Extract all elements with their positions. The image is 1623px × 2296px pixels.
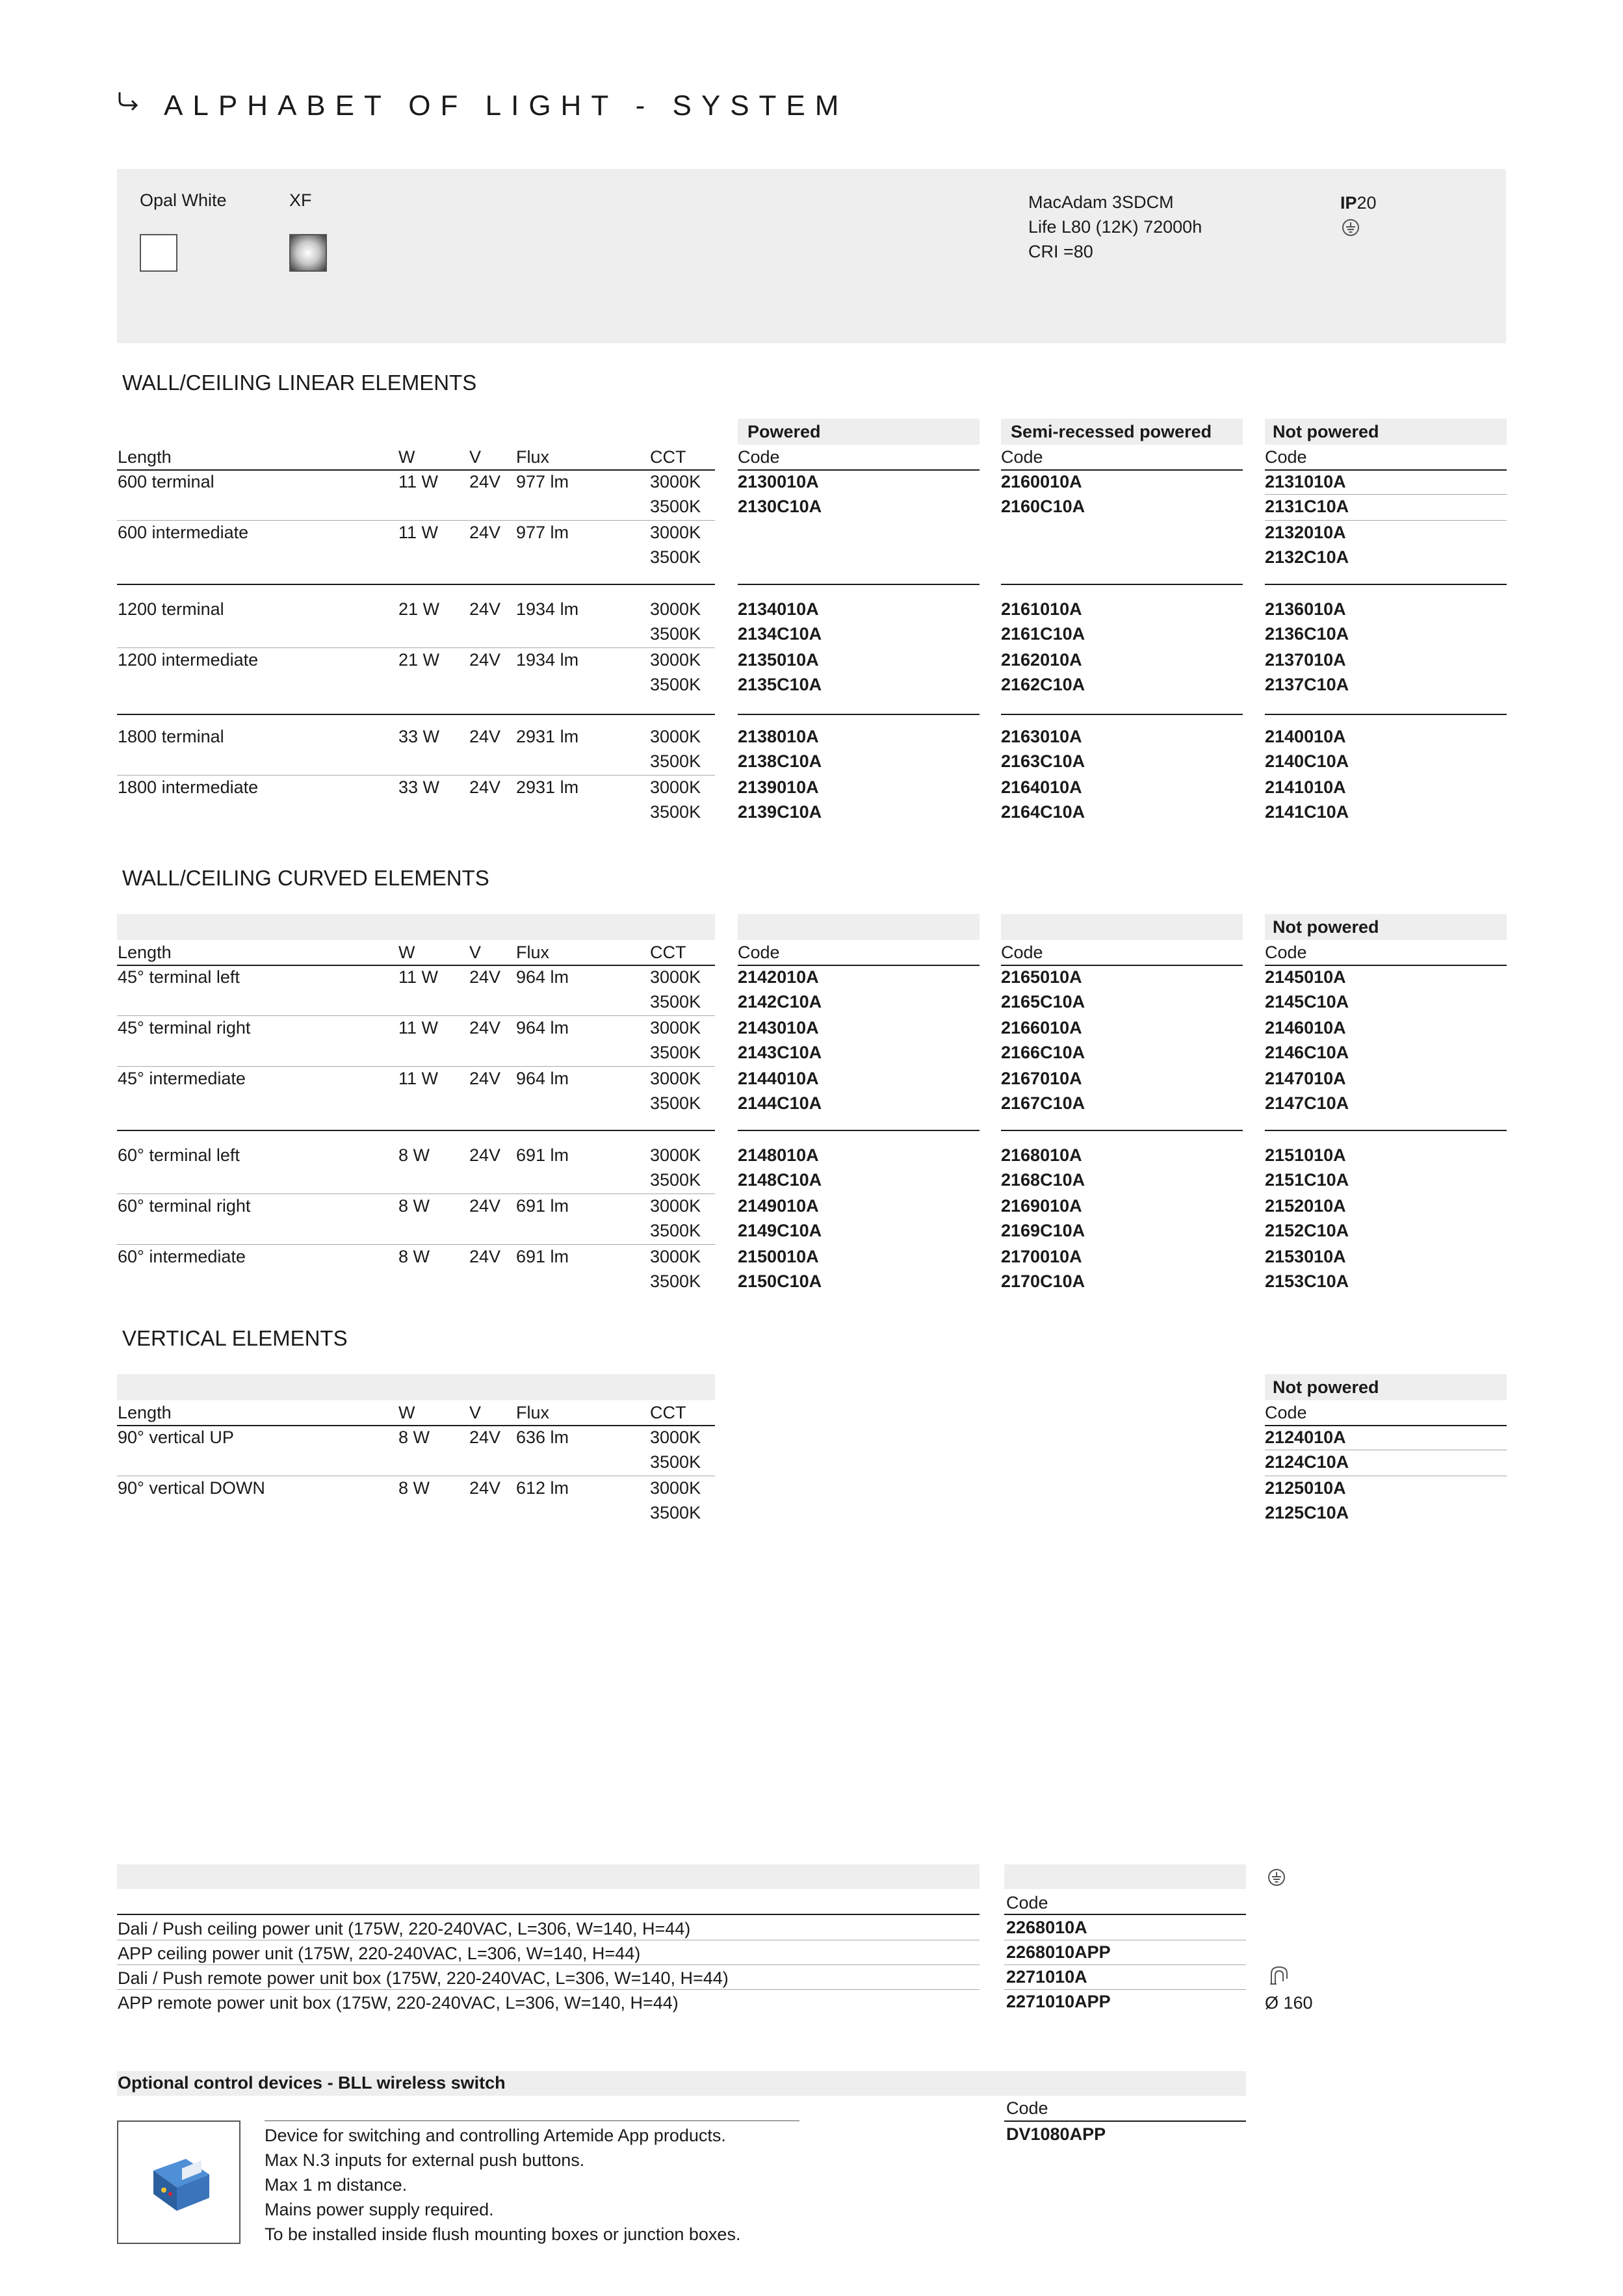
- code-powered: 2139C10A: [738, 802, 822, 822]
- col-cct: CCT: [650, 1403, 686, 1422]
- finish-xf-label: XF: [289, 190, 312, 210]
- row-flux: 636 lm: [516, 1428, 569, 1447]
- code-not-powered: 2131010A: [1265, 472, 1346, 491]
- row-cct-1: 3000K: [650, 472, 701, 491]
- cri-text: CRI =80: [1028, 242, 1093, 261]
- code-powered: 2139010A: [738, 777, 819, 797]
- row-length: 60° intermediate: [118, 1247, 246, 1266]
- col-code-semi: Code: [1001, 447, 1043, 467]
- row-cct-2: 3500K: [650, 992, 701, 1011]
- code-powered: 2143C10A: [738, 1043, 822, 1062]
- row-w: 11 W: [398, 1018, 439, 1037]
- table-row: [0, 597, 1623, 646]
- row-cct-2: 3500K: [650, 1452, 701, 1472]
- code-semi: 2168010A: [1001, 1145, 1082, 1165]
- row-flux: 691 lm: [516, 1145, 569, 1165]
- code-powered: 2148010A: [738, 1145, 819, 1165]
- section-title-curved: WALL/CEILING CURVED ELEMENTS: [122, 866, 489, 890]
- row-cct-2: 3500K: [650, 751, 701, 771]
- table-row: [0, 775, 1623, 824]
- code-not-powered: 2131C10A: [1265, 497, 1349, 516]
- code-powered: 2135010A: [738, 650, 819, 670]
- code-semi: 2167010A: [1001, 1069, 1082, 1088]
- row-length: 1200 intermediate: [118, 650, 259, 670]
- code-powered: 2144C10A: [738, 1093, 822, 1113]
- col-flux: Flux: [516, 943, 550, 962]
- row-flux: 691 lm: [516, 1247, 569, 1266]
- row-cct-2: 3500K: [650, 497, 701, 516]
- row-flux: 964 lm: [516, 1069, 569, 1088]
- code-semi: 2164010A: [1001, 777, 1082, 797]
- row-flux: 1934 lm: [516, 599, 579, 619]
- code-semi: 2162C10A: [1001, 675, 1085, 694]
- row-length: 60° terminal right: [118, 1196, 251, 1216]
- row-v: 24V: [469, 472, 501, 491]
- row-flux: 2931 lm: [516, 777, 579, 797]
- code-not-powered: 2137C10A: [1265, 675, 1349, 694]
- row-cct-1: 3000K: [650, 1018, 701, 1037]
- row-w: 11 W: [398, 1069, 439, 1088]
- code-not-powered: 2147C10A: [1265, 1093, 1349, 1113]
- col-w: W: [398, 447, 415, 467]
- wireless-switch-icon: [144, 2151, 216, 2216]
- row-cct-1: 3000K: [650, 1428, 701, 1447]
- code-not-powered: 2140010A: [1265, 727, 1346, 746]
- band-curved-left: [117, 914, 715, 940]
- code-semi: 2165C10A: [1001, 992, 1085, 1011]
- row-cct-2: 3500K: [650, 1503, 701, 1522]
- row-v: 24V: [469, 1428, 501, 1447]
- row-cct-1: 3000K: [650, 1247, 701, 1266]
- recessed-box-icon: [1267, 1964, 1291, 1988]
- row-flux: 612 lm: [516, 1478, 569, 1498]
- col-code: Code: [1006, 2098, 1048, 2118]
- code-not-powered: 2140C10A: [1265, 751, 1349, 771]
- code-not-powered: 2125010A: [1265, 1478, 1346, 1498]
- power-unit-desc: Dali / Push remote power unit box (175W, 220-240VAC, L=306, W=140, H=44): [118, 1968, 729, 1988]
- optional-code: DV1080APP: [1006, 2124, 1106, 2144]
- section-title-vertical: VERTICAL ELEMENTS: [122, 1326, 348, 1350]
- row-cct-2: 3500K: [650, 1043, 701, 1062]
- optional-line: Mains power supply required.: [265, 2200, 494, 2219]
- code-semi: 2163010A: [1001, 727, 1082, 746]
- ip-rating: [1340, 192, 1377, 213]
- col-w: W: [398, 943, 415, 962]
- row-v: 24V: [469, 1069, 501, 1088]
- code-semi: 2170010A: [1001, 1247, 1082, 1266]
- code-semi: 2165010A: [1001, 967, 1082, 987]
- code-not-powered: 2146010A: [1265, 1018, 1346, 1037]
- row-w: 11 W: [398, 472, 439, 491]
- row-v: 24V: [469, 1478, 501, 1498]
- ip-prefix: IP: [1340, 193, 1357, 213]
- row-v: 24V: [469, 1018, 501, 1037]
- row-cct-1: 3000K: [650, 1069, 701, 1088]
- row-flux: 964 lm: [516, 1018, 569, 1037]
- row-cct-1: 3000K: [650, 967, 701, 987]
- code-not-powered: 2137010A: [1265, 650, 1346, 670]
- row-length: 45° intermediate: [118, 1069, 246, 1088]
- table-row: [0, 724, 1623, 774]
- code-not-powered: 2152010A: [1265, 1196, 1346, 1216]
- code-semi: 2163C10A: [1001, 751, 1085, 771]
- row-cct-2: 3500K: [650, 624, 701, 644]
- code-not-powered: 2141010A: [1265, 777, 1346, 797]
- code-powered: 2144010A: [738, 1069, 819, 1088]
- row-w: 8 W: [398, 1247, 430, 1266]
- code-not-powered: 2152C10A: [1265, 1221, 1349, 1240]
- code-not-powered: 2153010A: [1265, 1247, 1346, 1266]
- row-w: 8 W: [398, 1196, 430, 1216]
- row-flux: 691 lm: [516, 1196, 569, 1216]
- power-unit-code: 2271010A: [1006, 1967, 1087, 1987]
- col-cct: CCT: [650, 943, 686, 962]
- code-powered: 2143010A: [738, 1018, 819, 1037]
- power-unit-desc: APP remote power unit box (175W, 220-240VAC, L=306, W=140, H=44): [118, 1993, 679, 2013]
- code-not-powered: 2132C10A: [1265, 547, 1349, 567]
- code-semi: 2168C10A: [1001, 1170, 1085, 1190]
- code-powered: 2138010A: [738, 727, 819, 746]
- code-not-powered: 2145C10A: [1265, 992, 1349, 1011]
- col-length: Length: [118, 447, 172, 467]
- table-row: [0, 1194, 1623, 1243]
- code-semi: 2166C10A: [1001, 1043, 1085, 1062]
- row-w: 33 W: [398, 777, 440, 797]
- life-text: Life L80 (12K) 72000h: [1028, 217, 1202, 237]
- row-flux: 964 lm: [516, 967, 569, 987]
- code-semi: 2167C10A: [1001, 1093, 1085, 1113]
- row-w: 11 W: [398, 967, 439, 987]
- row-cct-1: 3000K: [650, 599, 701, 619]
- code-not-powered: 2136010A: [1265, 599, 1346, 619]
- row-v: 24V: [469, 777, 501, 797]
- col-v: V: [469, 943, 482, 962]
- code-not-powered: 2151C10A: [1265, 1170, 1349, 1190]
- row-cct-1: 3000K: [650, 777, 701, 797]
- row-length: 45° terminal right: [118, 1018, 251, 1037]
- row-length: 600 intermediate: [118, 523, 249, 542]
- col-cct: CCT: [650, 447, 686, 467]
- code-not-powered: 2151010A: [1265, 1145, 1346, 1165]
- group-label-powered: Powered: [747, 422, 821, 441]
- row-w: 11 W: [398, 523, 439, 542]
- row-v: 24V: [469, 967, 501, 987]
- wireless-switch-image: [117, 2120, 240, 2244]
- page-title: ALPHABET OF LIGHT - SYSTEM: [164, 90, 849, 122]
- col-code: Code: [1001, 943, 1043, 962]
- row-cct-2: 3500K: [650, 1170, 701, 1190]
- band-power-code: [1004, 1864, 1246, 1889]
- xf-swatch: [289, 234, 327, 272]
- code-not-powered: 2132010A: [1265, 523, 1346, 542]
- row-flux: 1934 lm: [516, 650, 579, 670]
- code-powered: 2142C10A: [738, 992, 822, 1011]
- optional-line: Max N.3 inputs for external push buttons.: [265, 2150, 585, 2170]
- row-length: 90° vertical UP: [118, 1428, 234, 1447]
- group-label-not-powered: Not powered: [1273, 917, 1379, 937]
- group-label-semi: Semi-recessed powered: [1011, 422, 1212, 441]
- row-length: 1200 terminal: [118, 599, 224, 619]
- code-not-powered: 2124C10A: [1265, 1452, 1349, 1472]
- row-w: 21 W: [398, 599, 440, 619]
- code-powered: 2134010A: [738, 599, 819, 619]
- row-w: 21 W: [398, 650, 440, 670]
- code-not-powered: 2147010A: [1265, 1069, 1346, 1088]
- col-v: V: [469, 1403, 482, 1422]
- code-powered: 2149010A: [738, 1196, 819, 1216]
- macadam-text: MacAdam 3SDCM: [1028, 192, 1174, 212]
- row-cct-2: 3500K: [650, 547, 701, 567]
- row-cct-1: 3000K: [650, 1196, 701, 1216]
- row-length: 1800 intermediate: [118, 777, 259, 797]
- code-powered: 2149C10A: [738, 1221, 822, 1240]
- table-row: [0, 965, 1623, 1014]
- col-code: Code: [738, 943, 780, 962]
- row-w: 8 W: [398, 1428, 430, 1447]
- table-row: [0, 647, 1623, 697]
- col-length: Length: [118, 943, 172, 962]
- table-row: [0, 1476, 1623, 1525]
- earth-ground-icon: [1267, 1868, 1286, 1886]
- col-w: W: [398, 1403, 415, 1422]
- row-length: 90° vertical DOWN: [118, 1478, 265, 1498]
- code-not-powered: 2146C10A: [1265, 1043, 1349, 1062]
- code-semi: 2164C10A: [1001, 802, 1085, 822]
- band-curved-semi: [1001, 914, 1243, 940]
- code-semi: 2162010A: [1001, 650, 1082, 670]
- col-code-not-powered: Code: [1265, 447, 1307, 467]
- col-code: Code: [1006, 1893, 1048, 1912]
- optional-title: Optional control devices - BLL wireless switch: [118, 2073, 506, 2093]
- row-length: 60° terminal left: [118, 1145, 240, 1165]
- row-cct-2: 3500K: [650, 1093, 701, 1113]
- table-row: [0, 1015, 1623, 1065]
- power-unit-desc: APP ceiling power unit (175W, 220-240VAC, L=306, W=140, H=44): [118, 1944, 641, 1963]
- finish-opal-label: Opal White: [140, 190, 227, 210]
- power-unit-desc: Dali / Push ceiling power unit (175W, 220-240VAC, L=306, W=140, H=44): [118, 1919, 691, 1938]
- code-not-powered: 2153C10A: [1265, 1272, 1349, 1291]
- diameter-label: Ø 160: [1265, 1993, 1313, 2013]
- col-v: V: [469, 447, 482, 467]
- row-cct-1: 3000K: [650, 523, 701, 542]
- code-not-powered: 2145010A: [1265, 967, 1346, 987]
- optional-line: To be installed inside flush mounting boxes or junction boxes.: [265, 2224, 741, 2244]
- code-semi: 2160010A: [1001, 472, 1082, 491]
- group-label-not-powered: Not powered: [1273, 1377, 1379, 1397]
- arrow-icon: [114, 88, 140, 114]
- row-cct-2: 3500K: [650, 675, 701, 694]
- power-unit-code: 2268010APP: [1006, 1942, 1111, 1962]
- row-w: 8 W: [398, 1478, 430, 1498]
- code-not-powered: 2141C10A: [1265, 802, 1349, 822]
- table-row: [0, 1244, 1623, 1294]
- code-semi: 2166010A: [1001, 1018, 1082, 1037]
- code-powered: 2135C10A: [738, 675, 822, 694]
- power-unit-code: 2271010APP: [1006, 1992, 1111, 2011]
- section-title-linear: WALL/CEILING LINEAR ELEMENTS: [122, 371, 477, 395]
- optional-line: Device for switching and controlling Artemide App products.: [265, 2126, 726, 2145]
- row-v: 24V: [469, 599, 501, 619]
- row-cct-1: 3000K: [650, 650, 701, 670]
- code-powered: 2130C10A: [738, 497, 822, 516]
- code-not-powered: 2125C10A: [1265, 1503, 1349, 1522]
- col-code-powered: Code: [738, 447, 780, 467]
- row-flux: 977 lm: [516, 472, 569, 491]
- row-flux: 2931 lm: [516, 727, 579, 746]
- table-row: [0, 1066, 1623, 1115]
- col-flux: Flux: [516, 447, 550, 467]
- row-w: 8 W: [398, 1145, 430, 1165]
- code-powered: 2142010A: [738, 967, 819, 987]
- power-unit-code: 2268010A: [1006, 1918, 1087, 1937]
- row-v: 24V: [469, 523, 501, 542]
- group-label-not-powered: Not powered: [1273, 422, 1379, 441]
- opal-white-swatch: [140, 234, 177, 272]
- code-semi: 2170C10A: [1001, 1272, 1085, 1291]
- code-semi: 2161C10A: [1001, 624, 1085, 644]
- table-row: [0, 1143, 1623, 1192]
- code-semi: 2169C10A: [1001, 1221, 1085, 1240]
- code-powered: 2130010A: [738, 472, 819, 491]
- col-code: Code: [1265, 1403, 1307, 1422]
- spec-box: [117, 169, 1506, 343]
- code-semi: 2161010A: [1001, 599, 1082, 619]
- row-cct-2: 3500K: [650, 1272, 701, 1291]
- ip-value: 20: [1357, 193, 1377, 213]
- code-semi: 2160C10A: [1001, 497, 1085, 516]
- code-not-powered: 2124010A: [1265, 1428, 1346, 1447]
- earth-ground-icon: [1342, 218, 1360, 237]
- row-cct-1: 3000K: [650, 1145, 701, 1165]
- row-v: 24V: [469, 1247, 501, 1266]
- row-v: 24V: [469, 650, 501, 670]
- code-powered: 2150C10A: [738, 1272, 822, 1291]
- row-length: 600 terminal: [118, 472, 214, 491]
- row-v: 24V: [469, 727, 501, 746]
- code-powered: 2148C10A: [738, 1170, 822, 1190]
- col-length: Length: [118, 1403, 172, 1422]
- band-vertical-left: [117, 1374, 715, 1400]
- code-semi: 2169010A: [1001, 1196, 1082, 1216]
- col-code: Code: [1265, 943, 1307, 962]
- optional-line: Max 1 m distance.: [265, 2175, 408, 2195]
- col-flux: Flux: [516, 1403, 550, 1422]
- row-v: 24V: [469, 1145, 501, 1165]
- table-row: [0, 520, 1623, 569]
- row-cct-2: 3500K: [650, 802, 701, 822]
- row-cct-2: 3500K: [650, 1221, 701, 1240]
- code-powered: 2138C10A: [738, 751, 822, 771]
- row-length: 1800 terminal: [118, 727, 224, 746]
- code-powered: 2134C10A: [738, 624, 822, 644]
- row-w: 33 W: [398, 727, 440, 746]
- code-powered: 2150010A: [738, 1247, 819, 1266]
- band-curved-powered: [738, 914, 980, 940]
- row-length: 45° terminal left: [118, 967, 240, 987]
- code-not-powered: 2136C10A: [1265, 624, 1349, 644]
- row-cct-1: 3000K: [650, 1478, 701, 1498]
- row-flux: 977 lm: [516, 523, 569, 542]
- row-v: 24V: [469, 1196, 501, 1216]
- band-power-units: [117, 1864, 980, 1889]
- row-cct-1: 3000K: [650, 727, 701, 746]
